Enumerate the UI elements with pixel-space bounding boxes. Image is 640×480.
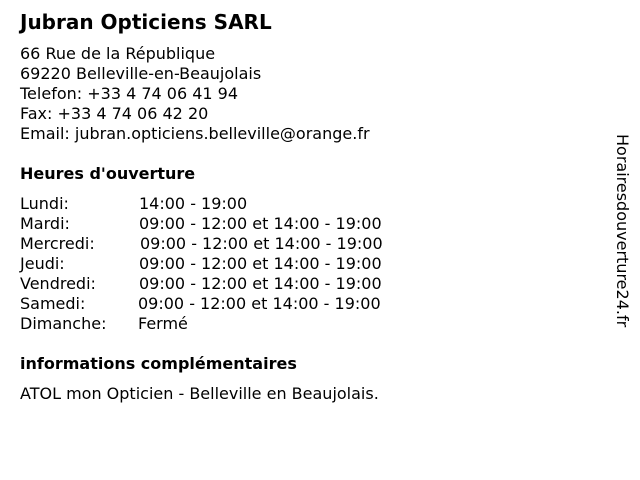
- phone-line: Telefon: +33 4 74 06 41 94: [20, 84, 239, 103]
- info-heading: informations complémentaires: [20, 354, 297, 373]
- time-value: 09:00 - 12:00 et 14:00 - 19:00: [139, 274, 382, 293]
- site-watermark: Horairesdouverture24.fr: [613, 134, 632, 328]
- info-text: ATOL mon Opticien - Belleville en Beaujolais.: [20, 384, 379, 403]
- hours-row: [20, 274, 440, 294]
- hours-row: [20, 234, 440, 254]
- time-value: 09:00 - 12:00 et 14:00 - 19:00: [138, 294, 381, 313]
- day-label: Mercredi:: [20, 234, 95, 253]
- day-label: Mardi:: [20, 214, 70, 233]
- hours-row: [20, 254, 440, 274]
- time-value: 09:00 - 12:00 et 14:00 - 19:00: [140, 234, 383, 253]
- time-value: 09:00 - 12:00 et 14:00 - 19:00: [139, 214, 382, 233]
- day-label: Lundi:: [20, 194, 69, 213]
- hours-row: [20, 314, 440, 334]
- day-label: Samedi:: [20, 294, 86, 313]
- time-value: 09:00 - 12:00 et 14:00 - 19:00: [139, 254, 382, 273]
- hours-heading: Heures d'ouverture: [20, 164, 196, 183]
- time-value: Fermé: [138, 314, 188, 333]
- email-line: Email: jubran.opticiens.belleville@orange.fr: [20, 124, 370, 143]
- day-label: Vendredi:: [20, 274, 96, 293]
- time-value: 14:00 - 19:00: [139, 194, 248, 213]
- hours-row: [20, 294, 440, 314]
- hours-row: [20, 214, 440, 234]
- business-name: Jubran Opticiens SARL: [20, 10, 272, 34]
- address-line-2: 69220 Belleville-en-Beaujolais: [20, 64, 262, 83]
- day-label: Jeudi:: [20, 254, 65, 273]
- hours-row: [20, 194, 440, 214]
- day-label: Dimanche:: [20, 314, 107, 333]
- address-line-1: 66 Rue de la République: [20, 44, 216, 63]
- fax-line: Fax: +33 4 74 06 42 20: [20, 104, 209, 123]
